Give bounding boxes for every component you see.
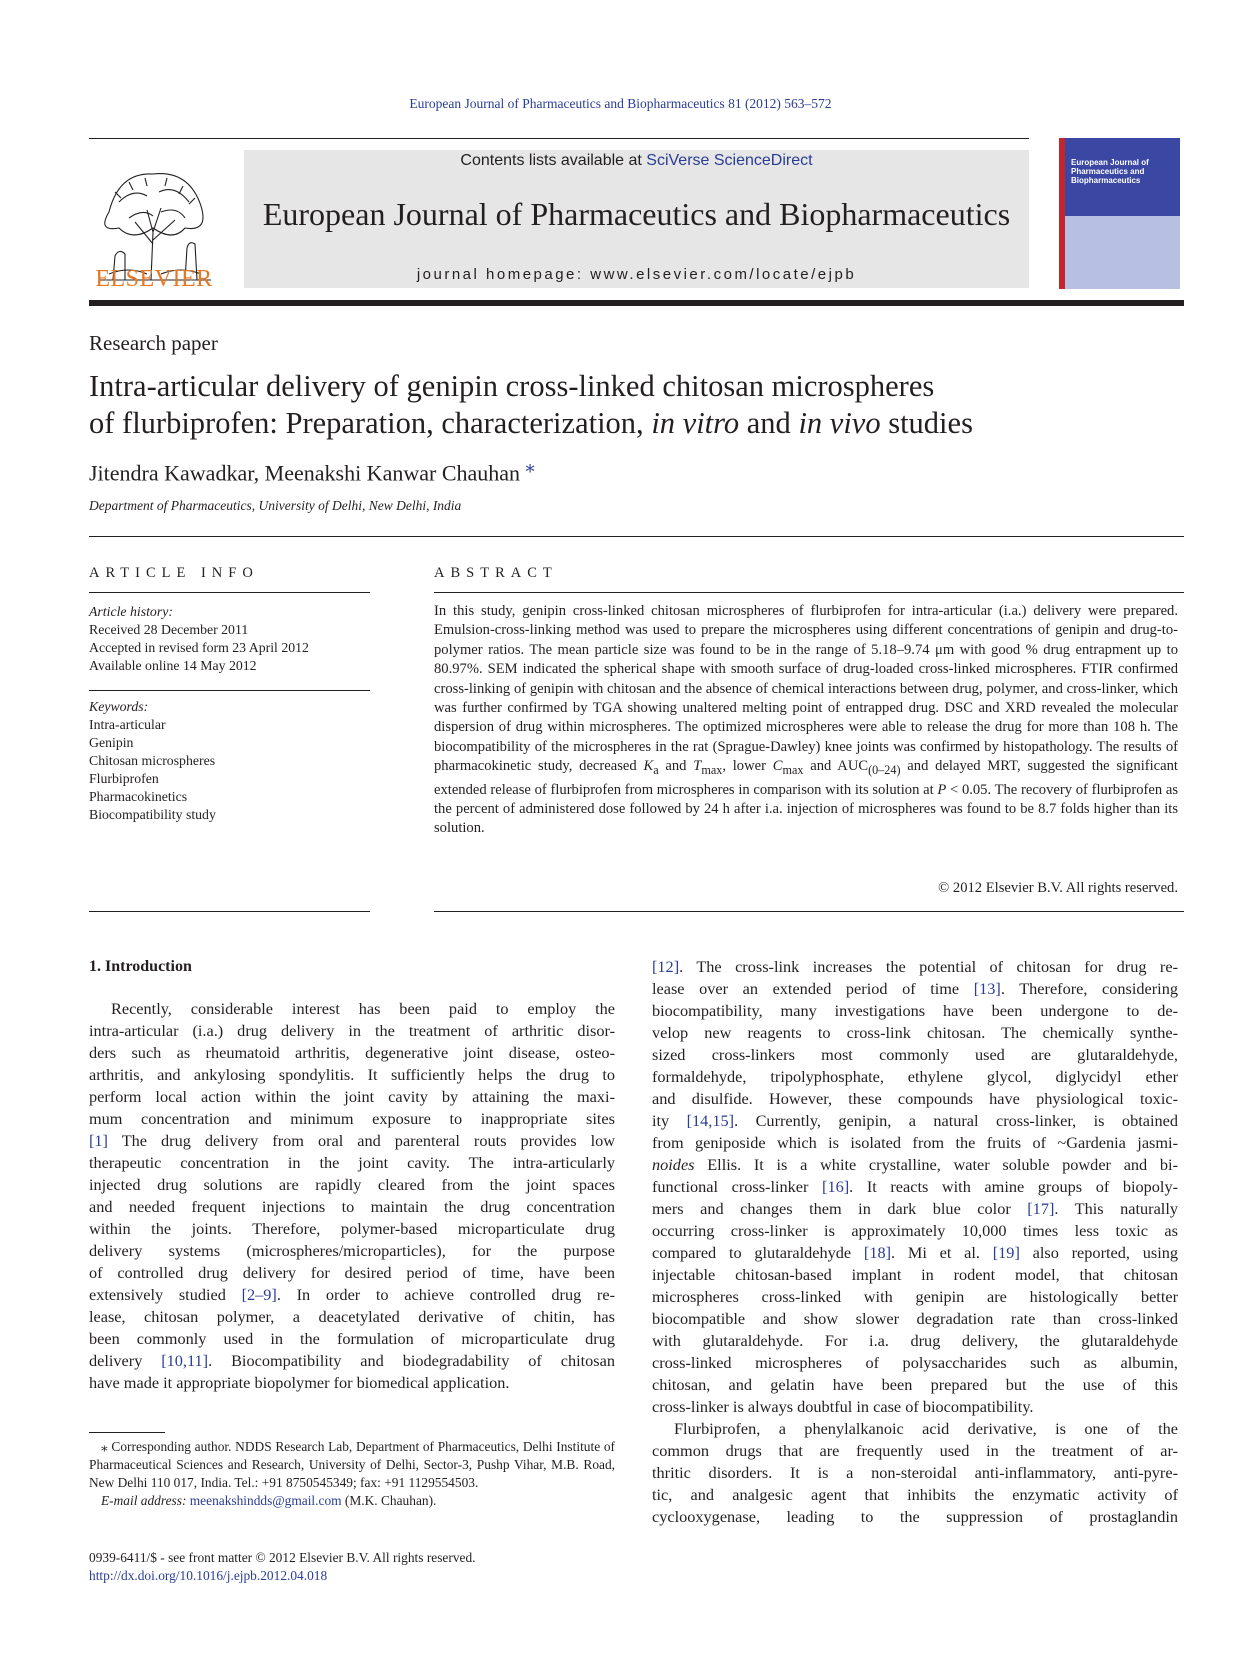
text-segment: delivery systems (microspheres/microparticles), for the purpose <box>89 1241 615 1260</box>
citation-ref[interactable]: [13] <box>973 979 1001 998</box>
journal-header-band <box>244 150 1029 288</box>
text-segment: The drug delivery from oral and parenteral routs provides low <box>107 1131 615 1150</box>
citation-ref[interactable]: [10,11] <box>161 1351 209 1370</box>
article-info-rule <box>89 592 370 593</box>
text-segment: have made it appropriate biopolymer for biomedical application. <box>89 1373 510 1392</box>
journal-homepage[interactable]: journal homepage: www.elsevier.com/locate/ejpb <box>416 266 857 283</box>
text-segment: Ellis. It is a white crystalline, water soluble powder and bi- <box>694 1155 1178 1174</box>
article-title <box>89 368 1089 442</box>
text-segment: cross-linker is always doubtful in case of biocompatibility. <box>652 1397 1034 1416</box>
text-segment: chitosan, and gelatin have been prepared but the use of this <box>652 1375 1178 1394</box>
text-segment: ders such as rheumatoid arthritis, degenerative joint disease, osteo- <box>89 1043 615 1062</box>
text-line <box>89 1306 615 1328</box>
journal-cover-thumbnail[interactable] <box>1059 138 1180 289</box>
text-line <box>652 1330 1178 1352</box>
author-list <box>89 456 535 486</box>
text-line <box>652 1066 1178 1088</box>
citation-ref[interactable]: [2–9] <box>241 1285 277 1304</box>
history-accepted: Accepted in revised form 23 April 2012 <box>89 640 309 655</box>
journal-name: European Journal of Pharmaceutics and Biopharmaceutics <box>262 196 1011 232</box>
text-segment: biocompatibility, many investigations have been undergone to de- <box>652 1001 1178 1020</box>
text-segment: injectable chitosan-based implant in rodent model, that chitosan <box>652 1265 1178 1284</box>
citation-ref[interactable]: [17] <box>1027 1199 1055 1218</box>
text-segment: . In order to achieve controlled drug re- <box>276 1285 615 1304</box>
text-line <box>652 1440 1178 1462</box>
text-line <box>89 998 615 1020</box>
text-segment: . Therefore, considering <box>1000 979 1178 998</box>
citation-link[interactable]: European Journal of Pharmaceutics and Biopharmaceutics 81 (2012) 563–572 <box>409 96 832 111</box>
text-segment: . This naturally <box>1054 1199 1178 1218</box>
text-line <box>89 1042 615 1064</box>
text-segment: . It reacts with amine groups of biopoly- <box>849 1177 1179 1196</box>
text-line <box>652 956 1178 978</box>
history-online: Available online 14 May 2012 <box>89 658 257 673</box>
affiliation: Department of Pharmaceutics, University of Delhi, New Delhi, India <box>89 498 462 513</box>
text-segment: within the joints. Therefore, polymer-based microparticulate drug <box>89 1219 615 1238</box>
text-line <box>89 1152 615 1174</box>
text-line <box>652 1308 1178 1330</box>
cover-title: European Journal of Pharmaceutics and Biopharmaceutics <box>1071 158 1149 185</box>
text-line <box>652 1352 1178 1374</box>
text-segment: and needed frequent injections to maintain the drug concentration <box>89 1197 615 1216</box>
text-line <box>89 1218 615 1240</box>
text-segment: lease, chitosan polymer, a deacetylated derivative of chitin, has <box>89 1307 615 1326</box>
text-line <box>652 1396 1178 1418</box>
text-segment: therapeutic concentration in the joint cavity. The intra-articularly <box>89 1153 615 1172</box>
keyword: Intra-articular <box>89 717 166 732</box>
text-segment: compared to glutaraldehyde <box>652 1243 864 1262</box>
contents-prefix: Contents lists available at <box>460 152 647 169</box>
keyword: Biocompatibility study <box>89 807 216 822</box>
text-line <box>652 1022 1178 1044</box>
text-segment: also reported, using <box>1019 1243 1179 1262</box>
text-line <box>89 1240 615 1262</box>
text-line <box>89 1350 615 1372</box>
text-segment: injected drug solutions are rapidly cleared from the joint spaces <box>89 1175 615 1194</box>
cover-bottom-panel <box>1065 216 1180 289</box>
sciencedirect-link[interactable]: SciVerse ScienceDirect <box>646 152 813 169</box>
italic-text: noides <box>652 1155 695 1174</box>
abstract-body: In this study, genipin cross-linked chitosan microspheres of flurbiprofen for intra-articular (i.a.) delivery were prepared. Emulsion-cross-linking method was used to prepare the microspheres using different concentrations of genipin and drug-to-polymer ratios. The mean particle size was found to be in the range of 5.18–9.74 μm with good % drug entrapment up to 80.97%. SEM indicated the spherical shape with smooth surface of drug-loaded cross-linked microspheres. FTIR confirmed cross-linking of genipin with chitosan and the absence of chemical interactions between drug, polymer, and cross-linker, which was further confirmed by TGA showing unaltered melting point of entrapped drug. DSC and XRD revealed the molecular dispersion of drug within microspheres. The optimized microspheres were able to release the drug for more than 108 h. The biocompatibility of the microspheres in the rat (Sprague-Dawley) knee joints was confirmed by histopathology. The results of pharmacokinetic study, decreased $K_a$ and $T_{max}$, lower $C_{max}$ and $AUC_{(0-24)}$ and delayed MRT, suggested the significant extended release of flurbiprofen from microspheres in comparison with its solution at P < 0.05. The recovery of flurbiprofen as the percent of administered dose followed by 24 h after i.a. injection of microspheres was found to be 8.7 folds higher than its solution. <box>434 603 1179 837</box>
text-line <box>652 1374 1178 1396</box>
text-segment: . Mi et al. <box>891 1243 993 1262</box>
contents-line <box>244 152 1029 170</box>
text-line <box>89 1372 615 1394</box>
body-column-left <box>89 998 615 1394</box>
text-segment: delivery <box>89 1351 162 1370</box>
text-segment: microspheres cross-linked with genipin are histologically better <box>652 1287 1178 1306</box>
text-line <box>652 1198 1178 1220</box>
text-line <box>652 1286 1178 1308</box>
citation-ref[interactable]: [18] <box>863 1243 892 1262</box>
text-line <box>652 1000 1178 1022</box>
text-segment: functional cross-linker <box>652 1177 823 1196</box>
header-top-rule <box>89 138 1029 139</box>
footnote-rule <box>89 1432 165 1433</box>
text-segment: cross-linked microspheres of polysaccharides such as albumin, <box>652 1353 1178 1372</box>
text-line <box>89 1174 615 1196</box>
history-received: Received 28 December 2011 <box>89 622 249 637</box>
info-bottom-rule <box>89 911 370 912</box>
keywords <box>89 698 369 824</box>
citation-ref[interactable]: [19] <box>992 1243 1020 1262</box>
text-segment: . Currently, genipin, a natural cross-linker, is obtained <box>734 1111 1178 1130</box>
citation-ref[interactable]: [1] <box>89 1131 108 1150</box>
text-line <box>89 1108 615 1130</box>
article-info-heading: ARTICLE INFO <box>89 565 259 581</box>
text-line <box>89 1196 615 1218</box>
text-segment: Flurbiprofen, a phenylalkanoic acid derivative, is one of the <box>674 1419 1178 1438</box>
text-segment: Recently, considerable interest has been paid to employ the <box>111 999 615 1018</box>
text-segment: biocompatible and show slower degradation rate than cross-linked <box>652 1309 1178 1328</box>
text-segment: thritic disorders. It is a non-steroidal anti-inflammatory, anti-pyre- <box>652 1463 1178 1482</box>
header-thick-rule <box>89 300 1184 306</box>
text-segment: perform local action within the joint cavity by attaining the maxi- <box>89 1087 615 1106</box>
front-matter <box>89 1549 615 1585</box>
text-segment: velop new reagents to cross-link chitosan. The chemically synthe- <box>652 1023 1178 1042</box>
text-segment: from geniposide which is isolated from the fruits of ~Gardenia jasmi- <box>652 1133 1178 1152</box>
text-segment: with glutaraldehyde. For i.a. drug delivery, the glutaraldehyde <box>652 1331 1178 1350</box>
article-type: Research paper <box>89 331 218 355</box>
citation-ref[interactable]: [14,15] <box>686 1111 735 1130</box>
text-line <box>652 1242 1178 1264</box>
text-segment: mers and changes them in dark blue color <box>652 1199 1028 1218</box>
footnote-email: E-mail address: meenakshindds@gmail.com (M.K. Chauhan). <box>101 1493 437 1508</box>
text-line <box>89 1284 615 1306</box>
section-heading-introduction: 1. Introduction <box>89 958 192 975</box>
text-line <box>652 1484 1178 1506</box>
keywords-label: Keywords: <box>89 699 149 714</box>
text-line <box>652 1176 1178 1198</box>
footnote-text: ⁎ Corresponding author. NDDS Research Lab, Department of Pharmaceutics, Delhi Institute of Pharmaceutical Sciences and Research, University of Delhi, Sector-3, Pushp Vihar, M.B. Road, New Delhi 110 017, India. Tel.: +91 8750545349; fax: +91 1129554503. <box>89 1439 615 1490</box>
text-line <box>89 1020 615 1042</box>
history-label: Article history: <box>89 604 173 619</box>
keyword: Pharmacokinetics <box>89 789 188 804</box>
text-segment: and disulfide. However, these compounds have physiological toxic- <box>652 1089 1178 1108</box>
text-segment: mum concentration and minimum exposure to inappropriate sites <box>89 1109 615 1128</box>
text-line <box>652 1264 1178 1286</box>
text-line <box>652 1154 1178 1176</box>
elsevier-wordmark: ELSEVIER <box>95 266 213 292</box>
text-segment: sized cross-linkers most commonly used are glutaraldehyde, <box>652 1045 1178 1064</box>
keyword: Genipin <box>89 735 134 750</box>
title-line-2: of flurbiprofen: Preparation, characterization, in vitro and in vivo studies <box>89 406 973 440</box>
text-segment: cyclooxygenase, leading to the suppression of prostaglandin <box>652 1507 1178 1526</box>
text-segment: occurring cross-linker is approximately 10,000 times less toxic as <box>652 1221 1178 1240</box>
text-line <box>89 1064 615 1086</box>
abstract-heading: ABSTRACT <box>434 565 558 581</box>
text-line <box>89 1328 615 1350</box>
keyword: Chitosan microspheres <box>89 753 216 768</box>
text-line <box>652 1418 1178 1440</box>
text-segment: of controlled drug delivery for desired period of time, have been <box>89 1263 615 1282</box>
text-line <box>652 1110 1178 1132</box>
text-segment: arthritis, and ankylosing spondylitis. It sufficiently helps the drug to <box>89 1065 615 1084</box>
corresponding-author-mark[interactable]: ⁎ <box>525 456 535 476</box>
title-line-1: Intra-articular delivery of genipin cross-linked chitosan microspheres <box>89 369 935 403</box>
text-segment: lease over an extended period of time <box>652 979 974 998</box>
authors-text: Jitendra Kawadkar, Meenakshi Kanwar Chauhan <box>89 460 521 486</box>
journal-citation[interactable] <box>0 96 1241 112</box>
abstract-bottom-rule <box>434 911 1184 912</box>
email-link[interactable]: meenakshindds@gmail.com <box>189 1493 342 1508</box>
citation-ref[interactable]: [12] <box>652 957 680 976</box>
abstract-copyright: © 2012 Elsevier B.V. All rights reserved. <box>938 880 1178 896</box>
text-segment: intra-articular (i.a.) drug delivery in the treatment of arthritic disor- <box>89 1021 615 1040</box>
history-rule <box>89 690 370 691</box>
doi-link[interactable]: http://dx.doi.org/10.1016/j.ejpb.2012.04.018 <box>89 1568 328 1583</box>
text-segment: common drugs that are frequently used in the treatment of ar- <box>652 1441 1178 1460</box>
text-segment: been commonly used in the formulation of microparticulate drug <box>89 1329 615 1348</box>
text-segment: . The cross-link increases the potential of chitosan for drug re- <box>679 957 1178 976</box>
text-line <box>652 978 1178 1000</box>
affiliation-rule <box>89 536 1184 537</box>
text-segment: ity <box>652 1111 687 1130</box>
text-line <box>652 1088 1178 1110</box>
text-segment: extensively studied <box>89 1285 242 1304</box>
text-segment: formaldehyde, tripolyphosphate, ethylene glycol, diglycidyl ether <box>652 1067 1178 1086</box>
keyword: Flurbiprofen <box>89 771 159 786</box>
text-line <box>652 1132 1178 1154</box>
article-history <box>89 603 369 675</box>
text-line <box>652 1220 1178 1242</box>
issn-line: 0939-6411/$ - see front matter © 2012 Elsevier B.V. All rights reserved. <box>89 1550 476 1565</box>
abstract-rule <box>434 592 1184 593</box>
text-line <box>89 1262 615 1284</box>
text-line <box>89 1130 615 1152</box>
text-line <box>652 1044 1178 1066</box>
text-segment: . Biocompatibility and biodegradability of chitosan <box>208 1351 615 1370</box>
text-line <box>652 1462 1178 1484</box>
body-column-right <box>652 956 1178 1528</box>
corresponding-author-footnote <box>89 1438 615 1510</box>
text-segment: tic, and analgesic agent that inhibits the enzymatic activity of <box>652 1485 1178 1504</box>
text-line <box>89 1086 615 1108</box>
citation-ref[interactable]: [16] <box>822 1177 850 1196</box>
text-line <box>652 1506 1178 1528</box>
